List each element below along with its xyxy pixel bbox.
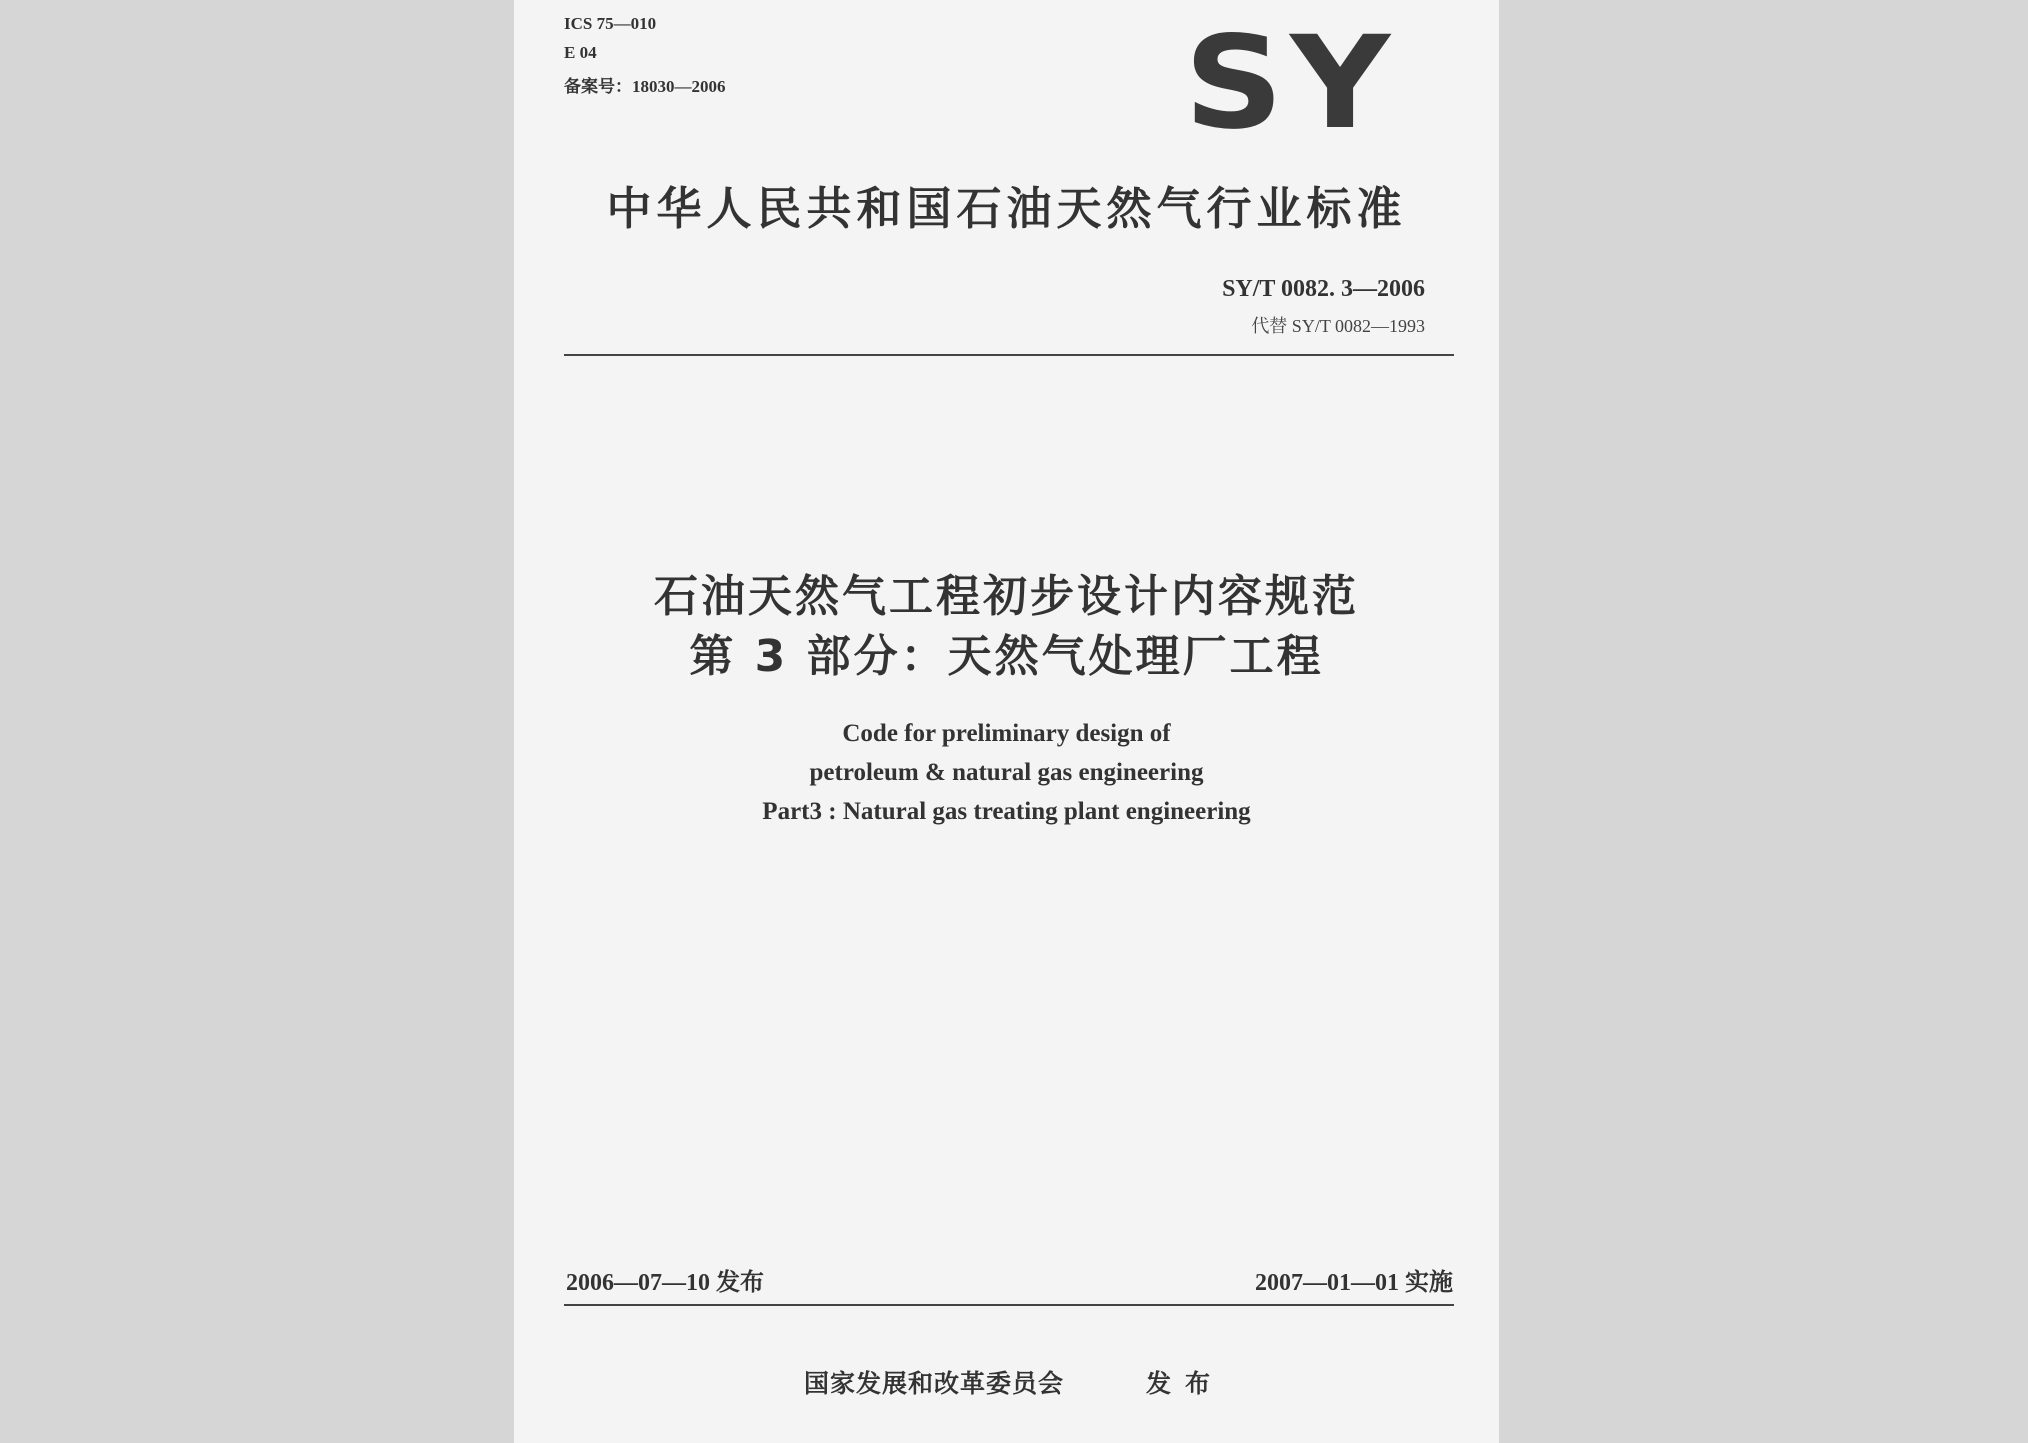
issue-label: 发布 xyxy=(1146,1369,1225,1398)
english-title-line-2: petroleum & natural gas engineering xyxy=(809,759,1204,786)
top-divider xyxy=(564,354,1454,356)
issuing-authority: 国家发展和改革委员会 xyxy=(804,1369,1065,1398)
standard-cover-page xyxy=(514,0,1499,1443)
chinese-title-line-1: 石油天然气工程初步设计内容规范 xyxy=(654,571,1359,622)
ics-code: ICS 75—010 xyxy=(564,14,657,33)
english-title-line-1: Code for preliminary design of xyxy=(842,720,1171,747)
issue-date: 2006—07—10 发布 xyxy=(566,1270,764,1296)
bottom-divider xyxy=(564,1304,1454,1306)
standard-number: SY/T 0082. 3—2006 xyxy=(1222,276,1425,302)
record-number: 备案号：18030—2006 xyxy=(564,77,726,96)
industry-standard-title: 中华人民共和国石油天然气行业标准 xyxy=(606,182,1407,235)
replaces-standard: 代替 SY/T 0082—1993 xyxy=(1251,316,1425,336)
chinese-title-line-2: 第 3 部分：天然气处理厂工程 xyxy=(689,631,1324,682)
sy-logo: SY xyxy=(1184,9,1397,158)
effective-date: 2007—01—01 实施 xyxy=(1255,1270,1453,1296)
english-title-line-3: Part3 : Natural gas treating plant engineering xyxy=(762,798,1251,825)
category-code: E 04 xyxy=(564,43,597,62)
